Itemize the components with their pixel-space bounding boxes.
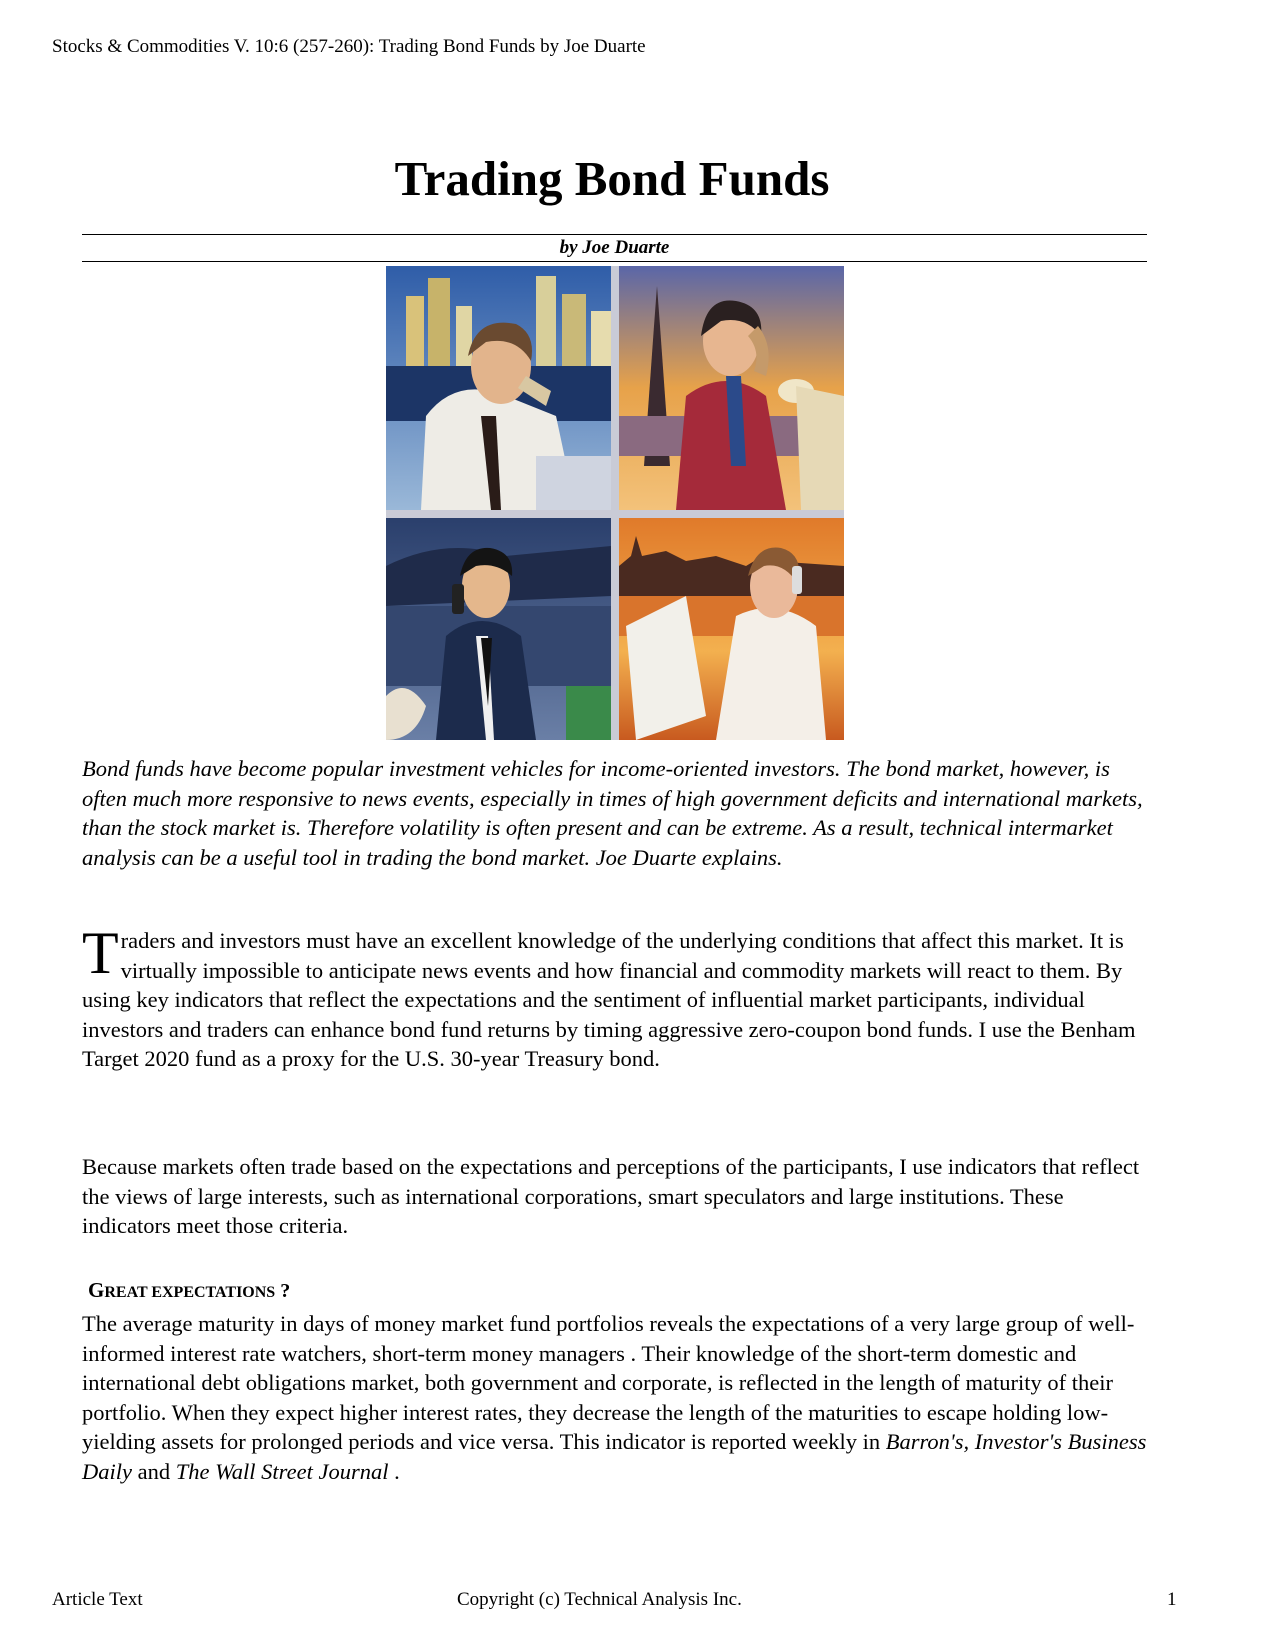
drop-cap: T <box>82 920 119 986</box>
footer-copyright: Copyright (c) Technical Analysis Inc. <box>457 1589 742 1610</box>
section-heading-mark: ? <box>280 1280 291 1302</box>
body-paragraph-1 <box>82 920 1152 1074</box>
byline-rule-box <box>82 234 1147 262</box>
paragraph-3-end: . <box>388 1458 400 1484</box>
panel-tokyo-trader <box>386 518 611 740</box>
conjunction: and <box>132 1458 176 1484</box>
section-heading <box>88 1278 290 1303</box>
four-traders-illustration <box>386 266 844 740</box>
paragraph-3-text: The average maturity in days of money market fund portfolios reveals the expectations of a very large group of well-informed interest rate watchers, short-term money managers . Their knowledge of the short-term domestic and international debt obligations market, both government and corporate, is reflected in the length of maturity of their portfolio. When they expect higher interest rates, they decrease the length of the maturities to escape holding low-yielding assets for prolonged periods and vice versa. This indicator is reported weekly in <box>82 1311 1135 1454</box>
panel-new-york-trader <box>386 266 611 510</box>
footer-label: Article Text <box>52 1589 143 1610</box>
panel-divider-horizontal <box>386 510 844 518</box>
section-heading-text: REAT EXPECTATIONS <box>104 1284 276 1301</box>
body-paragraph-2: Because markets often trade based on the expectations and perceptions of the participants, I use indicators that reflect the views of large interests, such as international corporations, smart speculators and large institutions. These indicators meet those criteria. <box>82 1154 1140 1238</box>
byline: by Joe Duarte <box>559 237 670 258</box>
publication-wsj: The Wall Street Journal <box>175 1458 389 1484</box>
paragraph-1-text: raders and investors must have an excellent knowledge of the underlying conditions that affect this market. It is virtually impossible to anticipate news events and how financial and commodity markets will react to them. By using key indicators that reflect the expectations and the sentiment of influential market participants, individual investors and traders can enhance bond fund returns by timing aggressive zero-coupon bond funds. I use the Benham Target 2020 fund as a proxy for the U.S. 30-year Treasury bond. <box>82 928 1136 1071</box>
deck-paragraph: Bond funds have become popular investment vehicles for income-oriented investors. The bond market, however, is often much more responsive to news events, especially in times of high government deficits and international markets, than the stock market is. Therefore volatility is often present and can be extreme. As a result, technical intermarket analysis can be a useful tool in trading the bond market. Joe Duarte explains. <box>82 756 1143 870</box>
body-paragraph-3 <box>82 1309 1152 1486</box>
article-title: Trading Bond Funds <box>394 151 830 206</box>
running-header: Stocks & Commodities V. 10:6 (257-260): Trading Bond Funds by Joe Duarte <box>52 36 646 57</box>
panel-divider-vertical <box>611 266 619 740</box>
publication-names: Barron's, Investor's Business Daily <box>82 1429 1147 1484</box>
panel-london-trader <box>619 518 844 740</box>
panel-paris-trader <box>619 266 844 510</box>
page-number: 1 <box>1167 1589 1177 1610</box>
section-heading-initial: G <box>88 1278 105 1302</box>
